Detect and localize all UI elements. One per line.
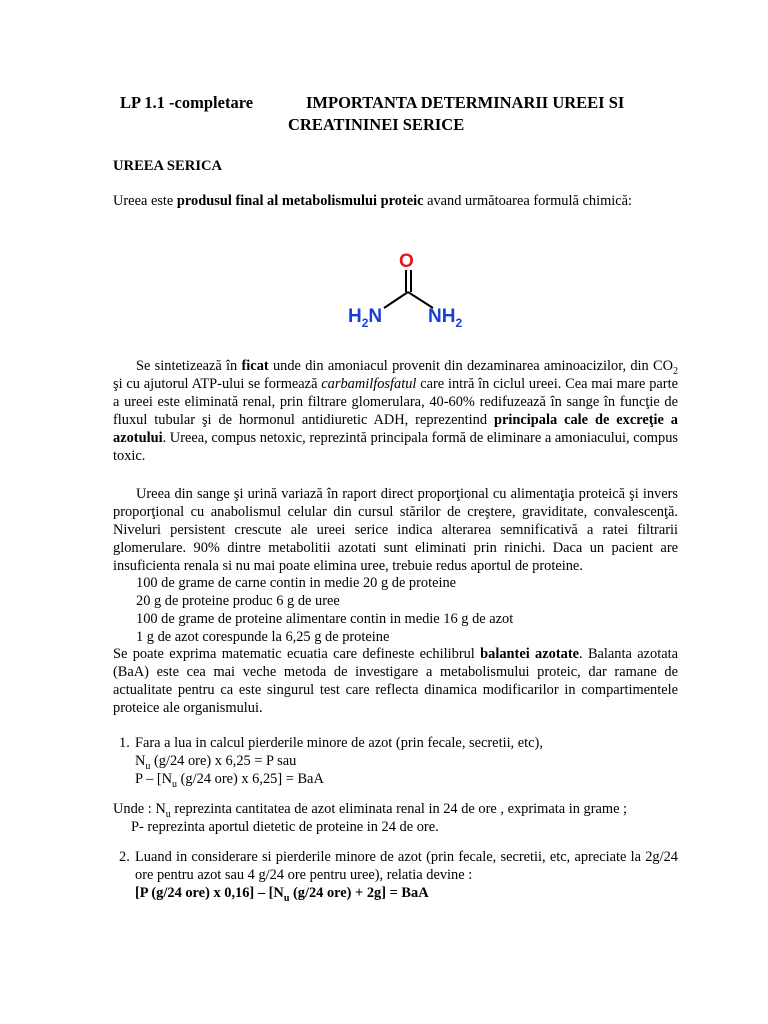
fact-line: 100 de grame de carne contin in medie 20 g de proteine (136, 575, 457, 591)
protein-facts-list (136, 574, 676, 646)
paragraph-nitrogen-balance: Se poate exprima matematic ecuatia care defineste echilibrul balantei azotate. Balanta azotata (BaA) este cea mai veche metoda de investigare a metabolismului proteic, dar ramane de actualitate pentru ca este singurul test care reflecta dinamica modificarilor in compartimentele proteice ale organismului. (113, 646, 678, 716)
fact-line: 100 de grame de proteine alimentare contin in medie 16 g de azot (136, 611, 514, 627)
title-line-1: IMPORTANTA DETERMINARII UREEI SI (306, 93, 625, 112)
intro-post: avand următoarea formulă chimică: (423, 193, 633, 209)
left-amine-label: $H_2N$ (348, 306, 383, 330)
item-number: 2. (119, 849, 130, 865)
item-content: Fara a lua in calcul pierderile minore de azot (prin fecale, secretii, etc), $N_u$ (g/24 ore) x 6,25 = P sau P – [$N_u$ (g/24 ore) x 6,25] = BaA (135, 734, 678, 788)
formula-line: P – [$N_u$ (g/24 ore) x 6,25] = BaA (135, 771, 324, 790)
intro-pre: Ureea este (113, 193, 177, 209)
formula-line: $N_u$ (g/24 ore) x 6,25 = P sau (135, 753, 297, 772)
formula-line: [P (g/24 ore) x $0,16] - [N_u$ (g/24 ore) + 2g] = BaA (135, 885, 429, 904)
urea-structural-formula (340, 246, 480, 336)
item-content: Luand in considerare si pierderile minore de azot (prin fecale, secretii, etc, apreciate la 2g/24 ore pentru azot sau 4 g/24 ore pentru uree), relatia devine : [P (g/24 ore) x $0,16] - [N_u$ (g/24 ore) + 2g] = BaA (135, 849, 678, 904)
paragraph-synthesis: Se sintetizează în ficat unde din amoniacul provenit din dezaminarea aminoacizilor, din $CO_2$ şi cu ajutorul ATP-ului se formează carbamilfosfatul care intră în ciclul ureei. Cea mai mare parte a ureei este eliminată renal, prin filtrare glomerulara, 40-60% redifuzează în sange în funcţie de fluxul tubular şi de hormonul antidiuretic ADH, reprezentind principala cale de excreţie a azotului. Ureea, compus netoxic, reprezintă principala formă de eliminare a amoniacului, compus toxic. (113, 358, 679, 464)
definitions: Unde : $N_u$ reprezinta cantitatea de azot eliminata renal in 24 de ore , exprimata in grame ; P- reprezinta aportul dietetic de proteine in 24 de ore. (113, 801, 628, 835)
paragraph-variation: Ureea din sange şi urină variază în raport direct proporţional cu alimentaţia proteică şi invers proporţional cu anabolismul celular din cursul stărilor de creştere, graviditate, convalescenţă. Niveluri persistent crescute ale ureei serice indica alterarea semnificativă a ratei filtrarii glomerulare. 90% dintre metabolitii azotati sunt eliminati prin rinichi. Daca un pacient are insuficienta renala si nu mai poate elimina uree, trebuie redus aportul de proteine. (113, 486, 678, 574)
title-line-2: CREATININEI SERICE (288, 115, 465, 134)
oxygen-label: O (399, 251, 414, 272)
fact-line: 20 g de proteine produc 6 g de uree (136, 593, 340, 609)
bond-left (384, 292, 408, 308)
intro-bold: produsul final al metabolismului proteic (176, 193, 424, 209)
item-number: 1. (119, 735, 130, 751)
fact-line: 1 g de azot corespunde la 6,25 g de proteine (136, 629, 390, 645)
right-amine-label: $NH_2$ (428, 306, 463, 330)
section-title: UREEA SERICA (113, 158, 223, 174)
lab-code: LP 1.1 -completare (120, 93, 254, 112)
intro-paragraph (113, 192, 673, 210)
